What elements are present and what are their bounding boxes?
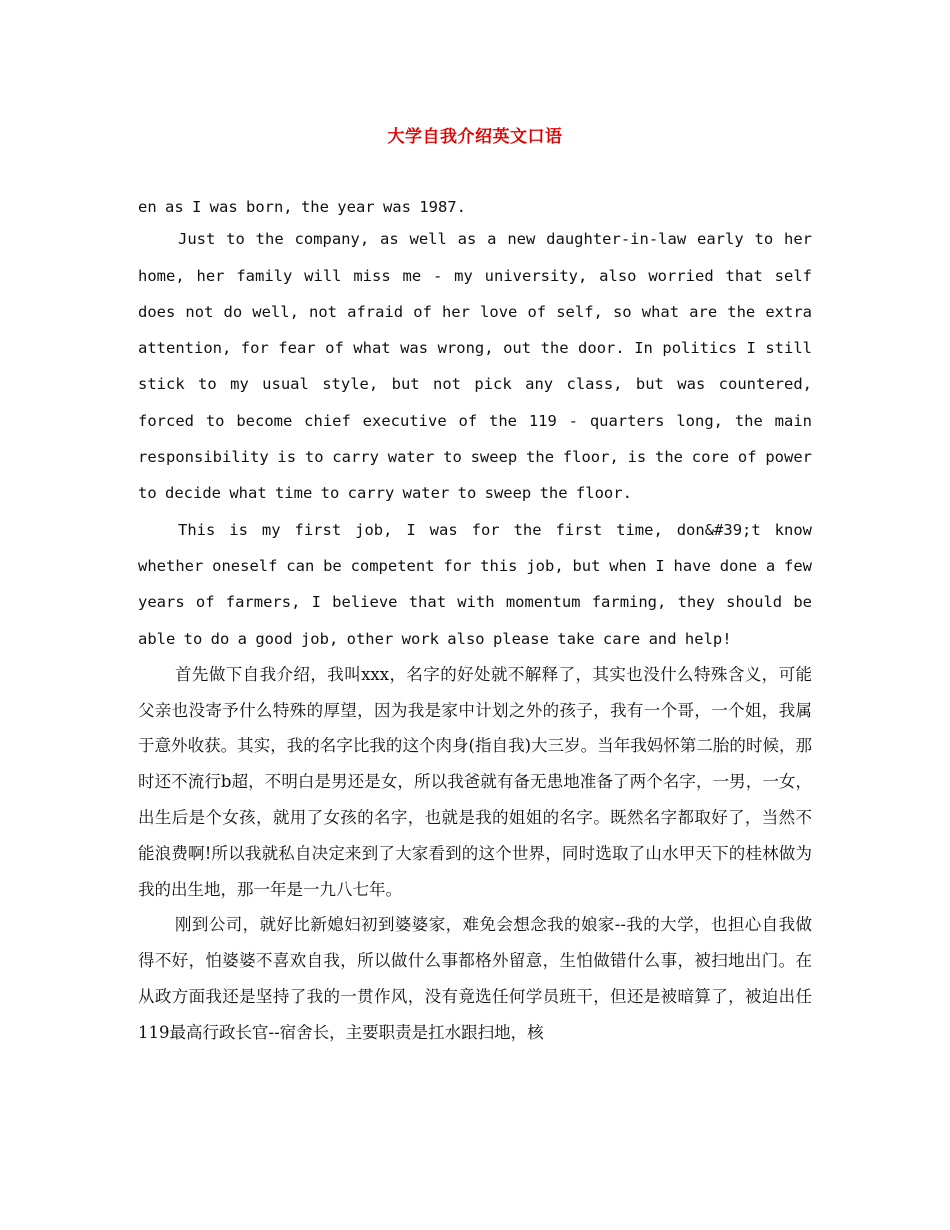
paragraph-1: en as I was born, the year was 1987. (138, 198, 466, 216)
document-body (138, 189, 812, 1051)
paragraph-3: This is my first job, I was for the first time, don&#39;t know whether oneself can be competent for this job, but when I have done a few years of farmers, I believe that with momentum farming, they should be able to do a good job, other work also please take care and help! (138, 520, 812, 648)
paragraph-5: 刚到公司，就好比新媳妇初到婆婆家，难免会想念我的娘家--我的大学，也担心自我做得不好，怕婆婆不喜欢自我，所以做什么事都格外留意，生怕做错什么事，被扫地出门。在从政方面我还是坚持了我的一贯作风，没有竟选任何学员班干，但还是被暗算了，被迫出任119最高行政长官--宿舍长，主要职责是扛水跟扫地，核 (138, 915, 812, 1042)
paragraph-2: Just to the company, as well as a new daughter-in-law early to her home, her family will miss me - my university, also worried that self does not do well, not afraid of her love of self, so what are the extra attention, for fear of what was wrong, out the door. In politics I still stick to my usual style, but not pick any class, but was countered, forced to become chief executive of the 119 - quarters long, the main responsibility is to carry water to sweep the floor, is the core of power to decide what time to carry water to sweep the floor. (138, 230, 812, 503)
document-title: 大学自我介绍英文口语 (387, 127, 563, 147)
paragraph-4: 首先做下自我介绍，我叫xxx，名字的好处就不解释了，其实也没什么特殊含义，可能父亲也没寄予什么特殊的厚望，因为我是家中计划之外的孩子，我有一个哥，一个姐，我属于意外收获。其实，我的名字比我的这个肉身(指自我)大三岁。当年我妈怀第二胎的时候，那时还不流行b超，不明白是男还是女，所以我爸就有备无患地准备了两个名字，一男，一女，出生后是个女孩，就用了女孩的名字，也就是我的姐姐的名字。既然名字都取好了，当然不能浪费啊!所以我就私自决定来到了大家看到的这个世界，同时选取了山水甲天下的桂林做为我的出生地，那一年是一九八七年。 (138, 664, 812, 899)
